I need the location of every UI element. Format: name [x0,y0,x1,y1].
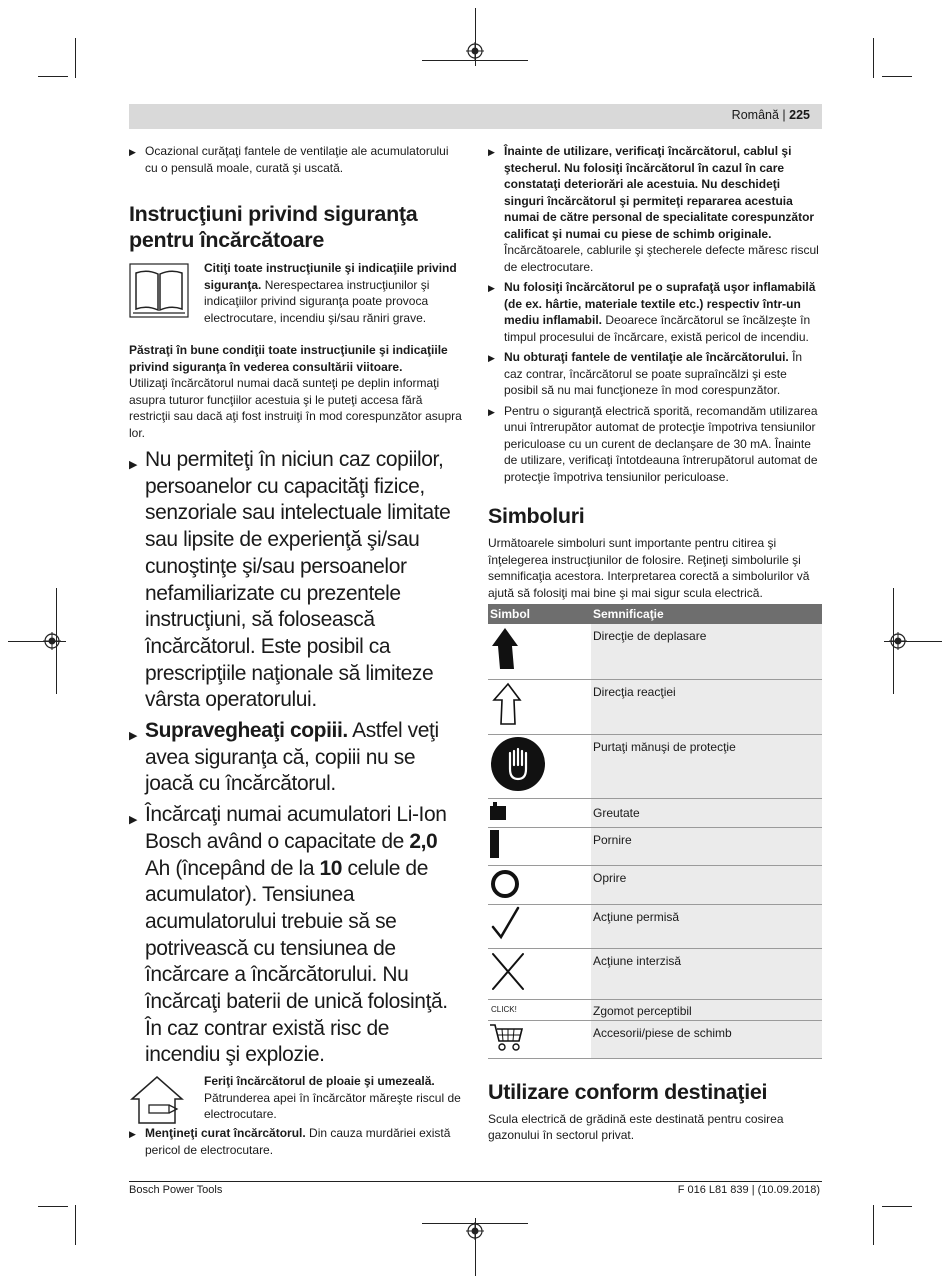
symbol-cell [488,828,591,866]
table-row [488,1021,822,1059]
supervise-children [129,718,464,798]
symbol-cell [488,679,591,735]
flammable-bold: Nu folosiţi încărcătorul pe o suprafaţă uşor inflamabilă (de ex. hârtie, materiale textile etc.) respectiv într-un mediu inflamabil. [504,280,816,327]
meaning-cell: Oprire [591,865,822,905]
table-row [488,948,822,1000]
crop-mark [873,1205,874,1245]
symbol-cell [488,905,591,949]
children-warning: ▶ Nu permiteţi în niciun caz copiilor, persoanelor cu capacităţi fizice, senzoriale sau intelectuale limitate sau lipsite de experienţă şi/sau cunoştinţe şi/sau persoanelor nefamiliarizate cu prezentele instrucţiuni, să folosească încărcătorul. Este posibil ca prescripţiile naţionale să limiteze vârsta operatorului. [129,447,464,714]
cross-icon [488,949,528,995]
charger-safety-heading: Instrucţiuni privind siguranţa pentru încărcătoare [129,202,418,252]
symbols-table [488,604,822,1059]
battery-text-e: celule de acumulator). Tensiunea acumulatorului trebuie să se potrivească cu tensiunea de încărcare a încărcătorului. Nu încărcaţi baterii de unică folosinţă. În caz contrar există risc de incendiu şi explozie. [145,856,448,1067]
symbol-cell [488,735,591,799]
on-bar-icon [488,828,508,860]
rcd-bullet: ▶ Pentru o siguranţă electrică sporită, recomandăm utilizarea unui întrerupător automat de protecţie împotriva tensiunilor periculoase cu un curent de declanşare de 30 mA. Înainte de utilizare, verificaţi întotdeauna întrerupătorul automat de protecţie împotriva tensiunilor periculoase. [488,403,822,486]
click-text-icon: CLICK! [488,1000,591,1021]
page-header [732,108,810,122]
crop-mark [38,1206,68,1207]
read-instructions-bold: Citiţi toate instrucţiunile şi indicaţiile privind siguranţa. [204,261,457,292]
keep-clean-bullet [129,1125,464,1158]
battery-text-a: Încărcaţi numai acumulatori Li-Ion Bosch având o capacitate de [145,803,447,853]
weight-icon [488,799,512,823]
intended-use-text: Scula electrică de grădină este destinată pentru cosirea gazonului în sectorul privat. [488,1111,784,1142]
page-number: 225 [789,108,810,122]
check-bold: Înainte de utilizare, verificaţi încărcătorul, cablul şi ştecherul. Nu folosiţi încărcătorul în cazul în care constataţi deteriorări ale acestuia. Nu deschideţi singuri încărcătorul şi permiteţi repararea acestuia numai de către personal de specialitate corespunzător calificat şi numai cu piese de schimb originale. [504,144,815,241]
battery-text-c: Ah (începând de la [145,856,320,880]
intro-bullet: ▶ Ocazional curăţaţi fantele de ventilaţie ale acumulatorului cu o pensulă moale, curată şi uscată. [129,143,464,176]
symbol-cell [488,798,591,828]
meaning-cell: Direcţie de deplasare [591,624,822,679]
symbol-cell [488,1021,591,1059]
registration-line [422,60,528,61]
crop-mark [873,38,874,78]
footer-code: F 016 L81 839 | (10.09.2018) [677,1184,820,1196]
supervise-bold: Supravegheaţi copiii. [145,719,348,743]
footer-rule [129,1181,822,1182]
table-row [488,1000,822,1021]
off-circle-icon [488,866,522,900]
manual-book-icon [129,263,189,318]
intended-use-heading: Utilizare conform destinaţiei [488,1079,768,1104]
symbol-cell [488,624,591,679]
battery-charging-rule [129,802,464,1069]
crop-mark [75,1205,76,1245]
column-header-symbol: Simbol [488,604,591,624]
rain-bold: Feriţi încărcătorul de ploaie şi umezeală. [204,1074,435,1089]
header-band [129,104,822,129]
meaning-cell: Acţiune permisă [591,905,822,949]
header-separator: | [782,108,786,122]
checkmark-icon [488,905,528,943]
clean-rest: Din cauza murdăriei există pericol de electrocutare. [145,1126,451,1157]
symbol-cell [488,948,591,1000]
registration-target-icon [889,632,907,650]
registration-target-icon [43,632,61,650]
crop-mark [75,38,76,78]
table-row [488,828,822,866]
flammable-surface-bullet [488,279,822,345]
read-instructions-block [129,260,464,340]
left-column [129,143,464,1158]
check-rest: Încărcătoarele, cablurile şi ştecherele defecte măresc riscul de electrocutare. [504,243,819,274]
table-row [488,865,822,905]
meaning-cell: Zgomot perceptibil [591,1000,822,1021]
battery-capacity: 2,0 [409,829,438,853]
table-header-row [488,604,822,624]
table-row [488,679,822,735]
meaning-cell: Purtaţi mănuşi de protecţie [591,735,822,799]
meaning-cell: Greutate [591,798,822,828]
battery-cells: 10 [319,856,343,880]
supervise-rest: Astfel veţi avea siguranţa că, copiii nu se joacă cu încărcătorul. [145,719,439,796]
crop-mark [882,1206,912,1207]
protective-gloves-icon [488,735,548,793]
meaning-cell: Accesorii/piese de schimb [591,1021,822,1059]
filled-arrow-up-icon [488,624,528,674]
table-row [488,735,822,799]
header-language: Română [731,108,779,122]
column-header-meaning: Semnificaţie [591,604,822,624]
right-column [488,143,822,1144]
rain-warning-block [129,1073,464,1125]
footer-brand: Bosch Power Tools [129,1184,223,1196]
table-row [488,905,822,949]
symbols-heading: Simboluri [488,504,585,528]
table-row [488,798,822,828]
shopping-cart-icon [488,1021,524,1053]
registration-target-icon [466,1222,484,1240]
clean-bold: Menţineţi curat încărcătorul. [145,1126,306,1141]
crop-mark [882,76,912,77]
read-instructions-rest: Nerespectarea instrucţiunilor şi indicaţiilor privind siguranţa poate provoca electrocutare, incendiu şi/sau răniri grave. [204,277,430,325]
table-row [488,624,822,679]
check-charger-bullet [488,143,822,275]
meaning-cell: Acţiune interzisă [591,948,822,1000]
ventilation-bullet [488,349,822,399]
crop-mark [38,76,68,77]
registration-target-icon [466,42,484,60]
symbols-intro: Următoarele simboluri sunt importante pentru citirea şi înţelegerea instrucţiunilor de folosire. Reţineţi simbolurile şi semnificaţia acestora. Interpretarea corectă a simbolurilor vă ajută să folosiţi mai bine şi mai sigur scula electrică. [488,536,810,600]
outline-arrow-up-icon [488,680,528,730]
flammable-rest: Deoarece încărcătorul se încălzeşte în timpul procesului de încărcare, există pericol de incendiu. [504,313,811,344]
symbol-cell [488,865,591,905]
use-informed: Utilizaţi încărcătorul numai dacă sunteţi pe deplin informaţi asupra tuturor funcţiilor acestuia şi le puteţi accesa fără restricţii sau dacă aţi fost instruiţi în mod corespunzător asupra lor. [129,376,462,440]
indoor-use-house-icon [129,1075,185,1125]
rain-rest: Pătrunderea apei în încărcător măreşte riscul de electrocutare. [204,1090,461,1122]
meaning-cell: Pornire [591,828,822,866]
ventilation-bold: Nu obturaţi fantele de ventilaţie ale încărcătorului. [504,350,789,364]
keep-instructions: Păstraţi în bune condiţii toate instrucţiunile şi indicaţiile privind siguranţa în vederea consultării viitoare. [129,343,448,374]
meaning-cell: Direcţia reacţiei [591,679,822,735]
ventilation-rest: În caz contrar, încărcătorul se poate supraîncălzi şi este posibil să nu mai funcţioneze în mod corespunzător. [504,350,803,397]
